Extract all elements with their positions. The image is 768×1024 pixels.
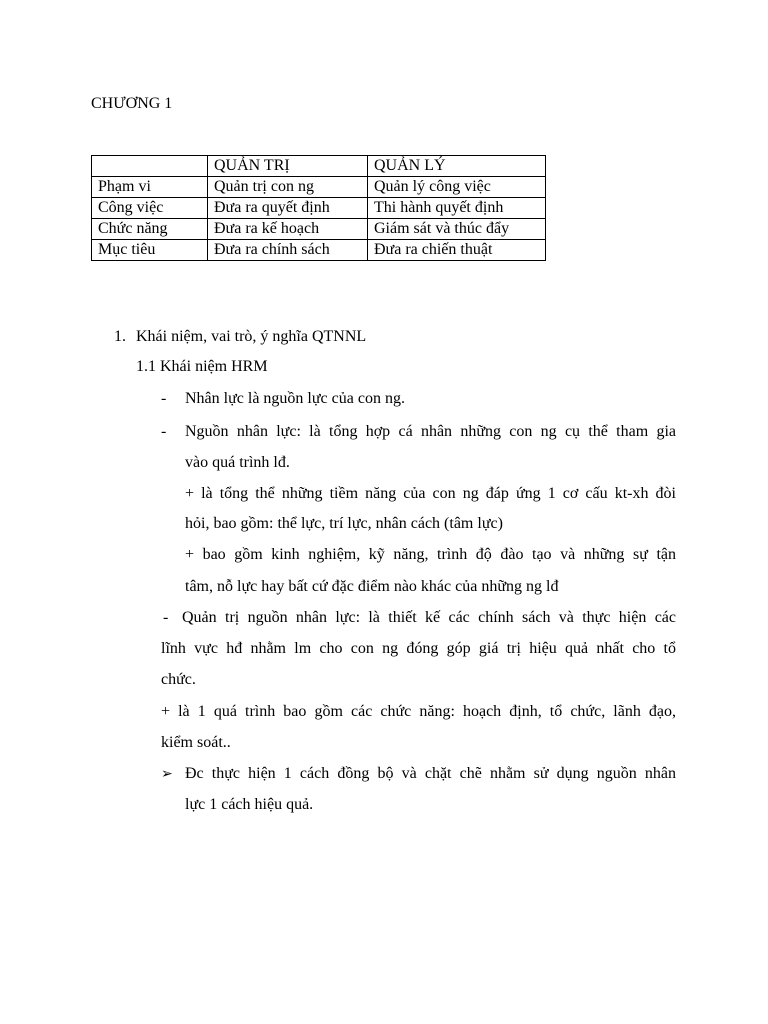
table-header-cell: QUẢN TRỊ	[208, 156, 368, 177]
table-row	[92, 219, 546, 240]
table-cell: Đưa ra chiến thuật	[368, 240, 546, 261]
section-number: 1.	[114, 328, 126, 345]
table-cell: Chức năng	[92, 219, 208, 240]
paragraph-line: hỏi, bao gồm: thể lực, trí lực, nhân cách (tâm lực)	[185, 515, 503, 532]
table-header-cell	[92, 156, 208, 177]
table-cell: Đưa ra chính sách	[208, 240, 368, 261]
subsection-heading: 1.1 Khái niệm HRM	[136, 358, 268, 375]
paragraph-line: tâm, nỗ lực hay bất cứ đặc điểm nào khác của những ng lđ	[185, 578, 559, 595]
paragraph-line: Đc thực hiện 1 cách đồng bộ và chặt chẽ nhằm sử dụng nguồn nhân	[185, 765, 676, 782]
table-cell: Giám sát và thúc đẩy	[368, 219, 546, 240]
arrow-bullet-icon: ➢	[161, 766, 173, 782]
table-row	[92, 240, 546, 261]
paragraph-line: kiểm soát..	[161, 734, 231, 751]
table-cell: Quản trị con ng	[208, 177, 368, 198]
table-cell: Quản lý công việc	[368, 177, 546, 198]
paragraph-line: lĩnh vực hđ nhằm lm cho con ng đóng góp giá trị hiệu quả nhất cho tổ	[161, 640, 676, 657]
table-cell: Thi hành quyết định	[368, 198, 546, 219]
dash-bullet: -	[163, 609, 169, 626]
table-row	[92, 177, 546, 198]
paragraph-line: Quản trị nguồn nhân lực: là thiết kế các chính sách và thực hiện các	[182, 609, 676, 626]
table-cell: Mục tiêu	[92, 240, 208, 261]
paragraph-line: + là 1 quá trình bao gồm các chức năng: hoạch định, tổ chức, lãnh đạo,	[161, 703, 676, 720]
dash-bullet: -	[161, 390, 167, 407]
chapter-title: CHƯƠNG 1	[91, 95, 173, 112]
dash-bullet: -	[161, 423, 167, 440]
section-heading: Khái niệm, vai trò, ý nghĩa QTNNL	[136, 328, 367, 345]
table-header-row	[92, 156, 546, 177]
paragraph-line: + bao gồm kinh nghiệm, kỹ năng, trình độ đào tạo và những sự tận	[185, 546, 676, 563]
table-cell: Đưa ra kế hoạch	[208, 219, 368, 240]
table-row	[92, 198, 546, 219]
paragraph-line: + là tổng thể những tiềm năng của con ng đáp ứng 1 cơ cấu kt-xh đòi	[185, 485, 676, 502]
paragraph-line: Nguồn nhân lực: là tổng hợp cá nhân những con ng cụ thể tham gia	[185, 423, 676, 440]
table-cell: Phạm vi	[92, 177, 208, 198]
paragraph-line: Nhân lực là nguồn lực của con ng.	[185, 390, 405, 407]
paragraph-line: lực 1 cách hiệu quả.	[185, 796, 314, 813]
table-header-cell: QUẢN LÝ	[368, 156, 546, 177]
table-cell: Đưa ra quyết định	[208, 198, 368, 219]
comparison-table	[91, 155, 546, 261]
paragraph-line: chức.	[161, 671, 196, 688]
table-cell: Công việc	[92, 198, 208, 219]
paragraph-line: vào quá trình lđ.	[185, 454, 290, 471]
